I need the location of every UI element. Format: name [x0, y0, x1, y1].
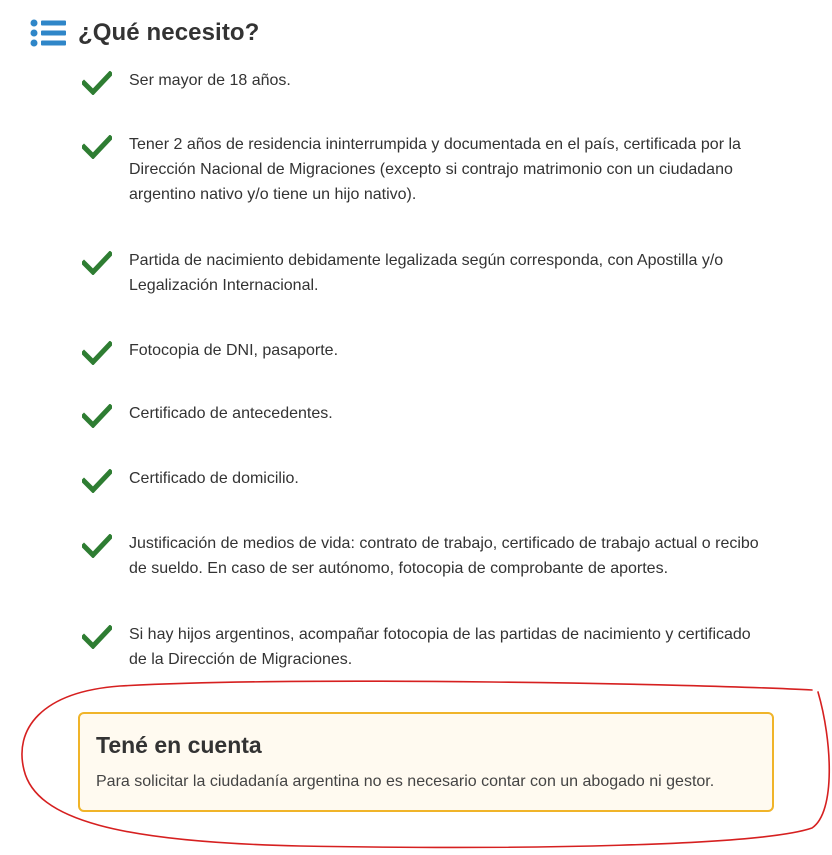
page-title: ¿Qué necesito? — [78, 19, 260, 46]
notice-box — [78, 712, 774, 812]
list-item — [82, 248, 762, 298]
list-item — [82, 622, 762, 672]
requirement-text: Si hay hijos argentinos, acompañar fotocopia de las partidas de nacimiento y certificado de la Dirección de Migraciones. — [129, 626, 751, 668]
list-item — [82, 132, 762, 207]
section-header — [30, 14, 259, 52]
check-icon — [82, 534, 112, 558]
list-item — [82, 466, 762, 493]
check-icon — [82, 251, 112, 275]
notice-text: Para solicitar la ciudadanía argentina no es necesario contar con un abogado ni gestor. — [96, 773, 715, 790]
check-icon — [82, 625, 112, 649]
check-icon — [82, 71, 112, 95]
list-item — [82, 68, 762, 95]
list-item — [82, 401, 762, 428]
check-icon — [82, 404, 112, 428]
requirement-text: Certificado de domicilio. — [129, 470, 299, 487]
list-item — [82, 531, 762, 581]
check-icon — [82, 135, 112, 159]
check-icon — [82, 341, 112, 365]
requirement-text: Certificado de antecedentes. — [129, 405, 333, 422]
list-icon — [30, 18, 66, 48]
notice-title: Tené en cuenta — [96, 732, 262, 758]
requirement-text: Tener 2 años de residencia ininterrumpida y documentada en el país, certificada por la Dirección Nacional de Migraciones (excepto si contrajo matrimonio con un ciudadano argentino nativo y/o tiene un hijo nativo). — [129, 136, 741, 203]
list-item — [82, 338, 762, 365]
requirement-text: Partida de nacimiento debidamente legalizada según corresponda, con Apostilla y/o Legalización Internacional. — [129, 252, 724, 294]
requirement-text: Justificación de medios de vida: contrato de trabajo, certificado de trabajo actual o recibo de sueldo. En caso de ser autónomo, fotocopia de comprobante de aportes. — [129, 535, 759, 577]
requirement-text: Ser mayor de 18 años. — [129, 72, 291, 89]
requirement-text: Fotocopia de DNI, pasaporte. — [129, 342, 339, 359]
check-icon — [82, 469, 112, 493]
